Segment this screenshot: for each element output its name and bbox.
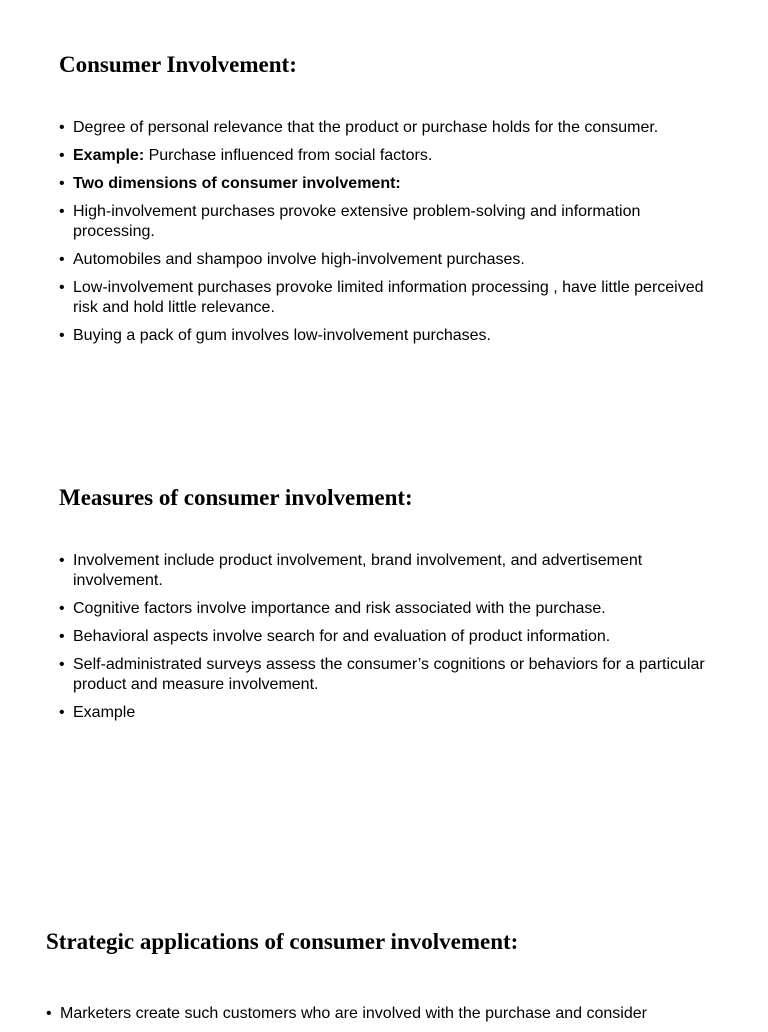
item-text: Cognitive factors involve importance and risk associated with the purchase. [73,600,606,617]
item-bold-label: Example: [73,147,145,164]
item-text: Marketers create such customers who are involved with the purchase and consider [60,1005,647,1022]
item-text: Low-involvement purchases provoke limited information processing , have little perceived risk and hold little relevance. [73,279,704,316]
item-text: Example [73,704,136,721]
list-item [59,250,719,270]
list-item [59,174,719,194]
list-item [59,627,729,647]
item-text: Self-administrated surveys assess the consumer’s cognitions or behaviors for a particular product and measure involvement. [73,656,705,693]
item-text: Buying a pack of gum involves low-involvement purchases. [73,327,491,344]
list-item [59,599,729,619]
list-item [59,202,719,242]
item-text: Involvement include product involvement, brand involvement, and advertisement involvement. [73,552,643,589]
item-text: Purchase influenced from social factors. [144,147,433,164]
list-item [59,703,729,723]
list-item [59,118,719,138]
list-item [59,146,719,166]
item-text: Behavioral aspects involve search for and evaluation of product information. [73,628,611,645]
item-bold-label: Two dimensions of consumer involvement: [73,175,401,192]
list-item [46,1004,746,1024]
item-text: Degree of personal relevance that the product or purchase holds for the consumer. [73,119,659,136]
bullet-list [46,1004,746,1032]
list-item [59,655,729,695]
section-title: Consumer Involvement: [59,52,297,77]
list-item [59,326,719,346]
bullet-list [59,118,719,354]
bullet-list [59,551,729,731]
section-title: Measures of consumer involvement: [59,485,413,510]
section-title: Strategic applications of consumer involvement: [46,929,519,954]
list-item [59,278,719,318]
item-text: High-involvement purchases provoke extensive problem-solving and information processing. [73,203,641,240]
list-item [59,551,729,591]
item-text: Automobiles and shampoo involve high-involvement purchases. [73,251,525,268]
